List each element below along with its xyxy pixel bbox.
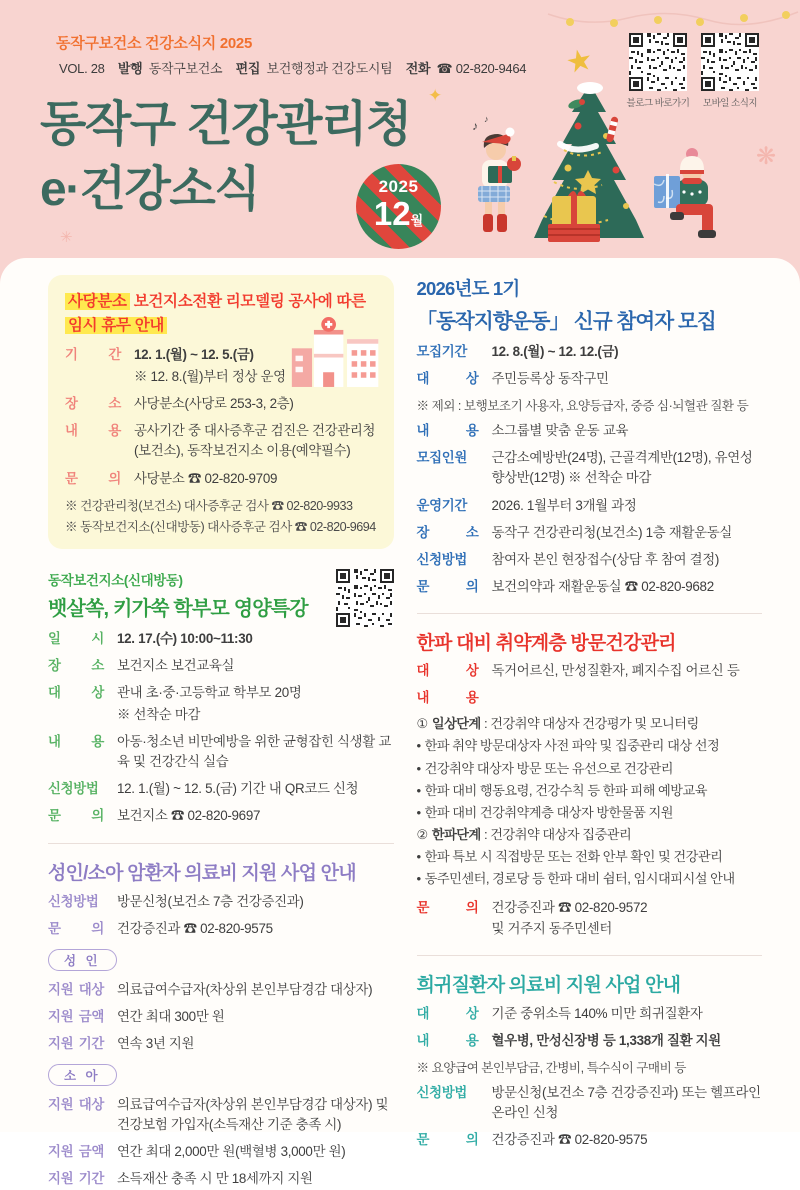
info-row: 지원 금액 연간 최대 2,000만 원(백혈병 3,000만 원) bbox=[48, 1144, 346, 1160]
info-row: 운영기간 2026. 1월부터 3개월 과정 bbox=[416, 497, 637, 513]
edit-label: 편집 bbox=[235, 61, 261, 76]
info-row bbox=[65, 394, 377, 414]
newsletter-kicker: 동작구보건소 건강소식지 2025 bbox=[56, 35, 252, 52]
badge-year: 2025 bbox=[378, 177, 419, 196]
notice-footnote: ※ 건강관리청(보건소) 대사증후군 검사 ☎ 02-820-9933 bbox=[65, 498, 353, 513]
section-title: 성인/소아 암환자 의료비 지원 사업 안내 bbox=[48, 862, 356, 884]
info-row: 대 상 관내 초·중·고등학교 학부모 20명 bbox=[48, 684, 302, 700]
info-row: 신청방법 방문신청(보건소 7층 건강증진과) 또는 헬프라인 온라인 신청 bbox=[416, 1085, 761, 1121]
tel-value: ☎ 02-820-9464 bbox=[436, 61, 527, 76]
info-row: 지원 대상 의료급여수급자(차상위 본인부담경감 대상자) bbox=[48, 981, 373, 997]
coldwave-steps bbox=[417, 713, 763, 890]
publish-value: 동작구보건소 bbox=[148, 61, 223, 76]
row-value: 공사기간 중 대사증후군 검진은 건강관리청 (보건소), 동작보건지소 이용(예약필수) bbox=[134, 423, 376, 459]
rare-disease-section bbox=[417, 970, 763, 1151]
row-label: 장 소 bbox=[65, 396, 121, 412]
hospital-icon bbox=[290, 317, 382, 392]
child-pill: 소 아 bbox=[48, 1064, 117, 1086]
title-line-2: e·건강소식 bbox=[40, 163, 260, 217]
section-title: 한파 대비 취약계층 방문건강관리 bbox=[416, 632, 676, 654]
section-title-line2: 「동작지향운동」 신규 참여자 모집 bbox=[416, 310, 716, 333]
info-row: 내 용 혈우병, 만성신장병 등 1,338개 질환 지원 bbox=[416, 1032, 721, 1048]
info-row: 문 의 건강증진과 ☎ 02-820-9572 및 거주지 동주민센터 bbox=[417, 898, 763, 939]
content-card bbox=[0, 258, 800, 1187]
adult-pill: 성 인 bbox=[48, 949, 117, 971]
row-value: 12. 1.(월) ~ 12. 5.(금) bbox=[134, 347, 254, 363]
contact-value: 건강증진과 ☎ 02-820-9572 및 거주지 동주민센터 bbox=[491, 899, 648, 936]
publish-label: 발행 bbox=[117, 61, 143, 76]
month-badge bbox=[356, 164, 441, 249]
row-value: 사당분소(사당로 253-3, 2층) bbox=[134, 396, 294, 412]
info-row: 내 용 bbox=[416, 690, 479, 706]
bullet-line: • 한파 대비 행동요령, 건강수칙 등 한파 피해 예방교육 bbox=[416, 782, 707, 798]
cancer-support-section bbox=[48, 858, 394, 1190]
section-subtitle: 동작보건지소(신대방동) bbox=[48, 572, 183, 588]
signup-qr-code[interactable] bbox=[336, 569, 394, 627]
info-row: 모집기간 12. 8.(월) ~ 12. 12.(금) bbox=[416, 344, 619, 359]
boy-figure bbox=[654, 148, 716, 238]
edit-value: 보건행정과 건강도시팀 bbox=[266, 61, 393, 76]
info-row: 신청방법 참여자 본인 현장접수(상담 후 참여 결정) bbox=[416, 551, 720, 567]
notice-title: 사당분소 보건지소전환 리모델링 공사에 따른 임시 휴무 안내 bbox=[65, 290, 377, 338]
qr-label-blog: 블로그 바로가기 bbox=[626, 98, 690, 109]
info-row: 대 상 기준 중위소득 140% 미만 희귀질환자 bbox=[416, 1005, 703, 1021]
info-row: 내 용 소그룹별 맞춤 운동 교육 bbox=[416, 423, 629, 439]
sparkle-icon: ✦ bbox=[428, 86, 443, 105]
info-row: 문 의 건강증진과 ☎ 02-820-9575 bbox=[416, 1132, 648, 1148]
tel-label: 전화 bbox=[405, 61, 431, 76]
exclusion-note: ※ 제외 : 보행보조기 사용자, 요양등급자, 중증 심·뇌혈관 질환 등 bbox=[416, 399, 749, 414]
info-row: 지원 대상 의료급여수급자(차상위 본인부담경감 대상자) 및 건강보험 가입자(소득재산 기준 충족 시) bbox=[48, 1097, 389, 1133]
info-row: 지원 금액 연간 최대 300만 원 bbox=[48, 1008, 225, 1024]
highlighted-text: 사당분소 bbox=[65, 293, 130, 310]
gold-star-icon: ★ bbox=[562, 42, 597, 81]
info-row: 문 의 보건의약과 재활운동실 ☎ 02-820-9682 bbox=[416, 578, 714, 594]
info-row: 신청방법 12. 1.(월) ~ 12. 5.(금) 기간 내 QR코드 신청 bbox=[48, 781, 359, 797]
section-divider bbox=[417, 613, 763, 614]
sadang-closure-notice bbox=[48, 275, 394, 549]
badge-month: 12 bbox=[373, 195, 411, 232]
snowflake-icon: ❋ bbox=[756, 143, 777, 170]
bullet-line: • 한파 취약 방문대상자 사전 파악 및 집중관리 대상 선정 bbox=[416, 738, 720, 754]
publication-info bbox=[56, 58, 526, 77]
cost-note: ※ 요양급여 본인부담금, 간병비, 특수식이 구매비 등 bbox=[416, 1061, 686, 1076]
right-column bbox=[417, 275, 763, 1190]
qr-label-mobile: 모바일 소식지 bbox=[702, 98, 758, 109]
row-value: ※ 12. 8.(월)부터 정상 운영 bbox=[134, 369, 286, 385]
bullet-line: • 한파 대비 건강취약계층 대상자 방한물품 지원 bbox=[416, 804, 673, 820]
row-label: 내 용 bbox=[65, 423, 121, 439]
info-row bbox=[65, 469, 377, 489]
row-label: 기 간 bbox=[65, 347, 121, 363]
info-row: 대 상 독거어르신, 만성질환자, 폐지수집 어르신 등 bbox=[416, 662, 740, 678]
bullet-line: • 한파 특보 시 직접방문 또는 전화 안부 확인 및 건강관리 bbox=[416, 849, 723, 865]
badge-month-suffix: 월 bbox=[410, 213, 424, 228]
bullet-line: • 동주민센터, 경로당 등 한파 대비 쉼터, 임시대피시설 안내 bbox=[416, 871, 735, 887]
svg-text:♪: ♪ bbox=[472, 119, 478, 133]
bullet-line: • 건강취약 대상자 방문 또는 유선으로 건강관리 bbox=[416, 760, 673, 776]
section-divider bbox=[417, 955, 763, 956]
section-divider bbox=[48, 843, 394, 844]
svg-text:♪: ♪ bbox=[484, 114, 489, 124]
info-row: 내 용 아동·청소년 비만예방을 위한 균형잡힌 식생활 교육 및 건강간식 실습 bbox=[48, 734, 391, 770]
row-value: 사당분소 ☎ 02-820-9709 bbox=[134, 470, 278, 486]
christmas-illustration bbox=[430, 78, 780, 263]
info-row: 대 상 주민등록상 동작구민 bbox=[416, 371, 609, 387]
girl-figure bbox=[472, 114, 521, 232]
vol-number: VOL. 28 bbox=[59, 61, 105, 76]
info-row: 장 소 보건지소 보건교육실 bbox=[48, 657, 235, 673]
notice-footnote: ※ 동작보건지소(신대방동) 대사증후군 검사 ☎ 02-820-9694 bbox=[65, 519, 376, 534]
info-row: 일 시 12. 17.(수) 10:00~11:30 bbox=[48, 630, 253, 646]
info-row: 지원 기간 소득재산 충족 시 만 18세까지 지원 bbox=[48, 1171, 313, 1187]
nutrition-lecture-section bbox=[48, 569, 394, 827]
info-row: 장 소 동작구 건강관리청(보건소) 1층 재활운동실 bbox=[416, 524, 733, 540]
step-line: ② 한파단계 : 건강취약 대상자 집중관리 bbox=[416, 827, 632, 843]
section-title: 뱃살쏙, 키가쑥 학부모 영양특강 bbox=[48, 597, 308, 620]
info-row: 문 의 건강증진과 ☎ 02-820-9575 bbox=[48, 920, 273, 936]
snowflake-icon: ✳ bbox=[60, 229, 73, 246]
row-label: 문 의 bbox=[65, 470, 121, 486]
section-title: 희귀질환자 의료비 지원 사업 안내 bbox=[416, 974, 681, 996]
exercise-recruitment-section bbox=[417, 275, 763, 597]
info-row: 문 의 보건지소 ☎ 02-820-9697 bbox=[48, 808, 261, 824]
step-line: ① 일상단계 : 건강취약 대상자 건강평가 및 모니터링 bbox=[416, 716, 699, 732]
title-line-1: 동작구 건강관리청 bbox=[40, 98, 411, 151]
info-row: 지원 기간 연속 3년 지원 bbox=[48, 1036, 195, 1051]
info-row: 모집인원 근감소예방반(24명), 근골격계반(12명), 유연성 향상반(12명) ※ 선착순 마감 bbox=[416, 450, 753, 486]
info-row: 신청방법 방문신청(보건소 7층 건강증진과) bbox=[48, 893, 304, 909]
highlighted-text: 임시 휴무 안내 bbox=[65, 317, 167, 334]
info-row bbox=[65, 421, 377, 461]
section-title-line1: 2026년도 1기 bbox=[416, 278, 520, 299]
coldwave-care-section bbox=[417, 628, 763, 939]
left-column bbox=[48, 275, 394, 1190]
info-row: ※ 선착순 마감 bbox=[117, 707, 201, 723]
